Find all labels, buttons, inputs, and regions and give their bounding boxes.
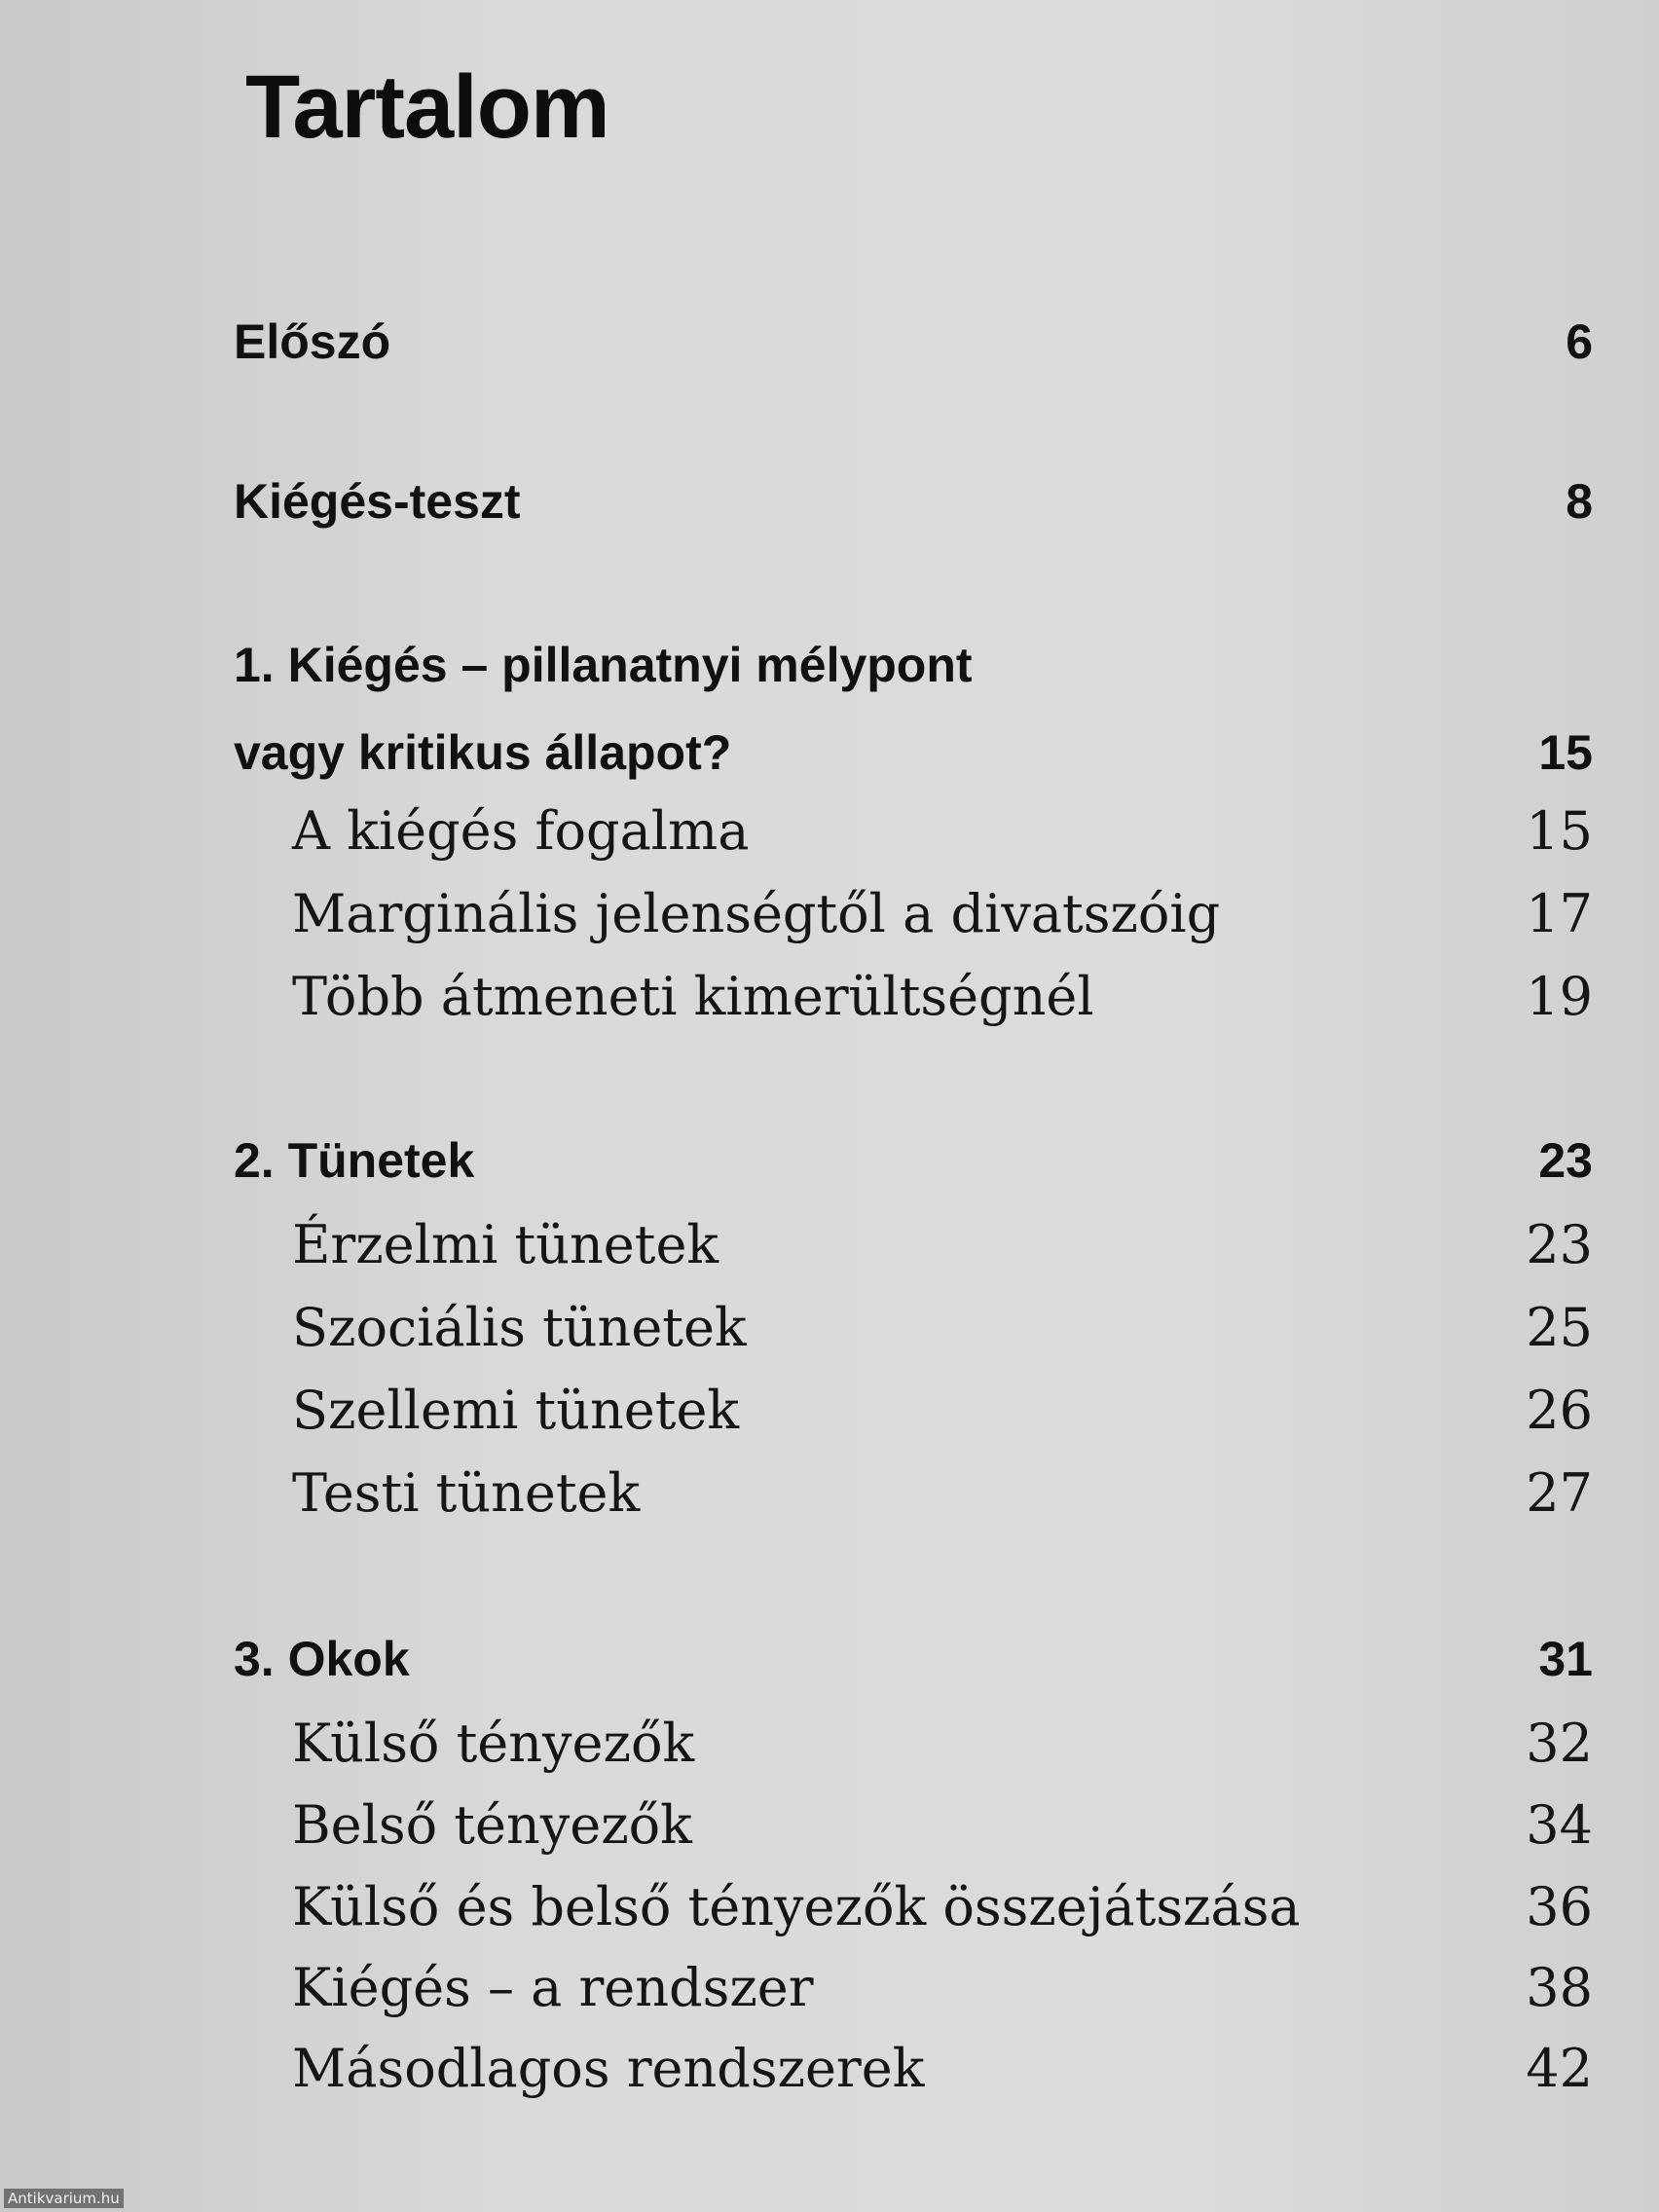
toc-entry-label: Szociális tünetek bbox=[292, 1297, 747, 1358]
toc-entry-page: 38 bbox=[1526, 1957, 1593, 2018]
toc-chapter-1-heading bbox=[0, 637, 1659, 715]
toc-subentry bbox=[0, 966, 1659, 1044]
toc-entry-page: 23 bbox=[1526, 1214, 1593, 1275]
toc-subentry bbox=[0, 1957, 1659, 2035]
toc-entry-label: vagy kritikus állapot? bbox=[234, 725, 732, 780]
toc-chapter-1-heading-line2 bbox=[0, 724, 1659, 802]
toc-entry-page: 19 bbox=[1526, 966, 1593, 1027]
toc-subentry bbox=[0, 2038, 1659, 2116]
toc-entry-label: Előszó bbox=[234, 314, 391, 369]
toc-entry-page: 36 bbox=[1526, 1876, 1593, 1937]
toc-subentry bbox=[0, 1297, 1659, 1375]
toc-entry-page: 27 bbox=[1526, 1462, 1593, 1524]
toc-entry-label: Több átmeneti kimerültségnél bbox=[292, 966, 1094, 1027]
toc-entry-page: 15 bbox=[1538, 725, 1593, 780]
toc-entry-label: A kiégés fogalma bbox=[292, 800, 750, 862]
page-title: Tartalom bbox=[245, 57, 609, 157]
toc-entry-kieges-teszt bbox=[0, 473, 1659, 551]
toc-entry-label: Kiégés – a rendszer bbox=[292, 1957, 814, 2018]
toc-chapter-3-heading bbox=[0, 1631, 1659, 1709]
toc-chapter-2-heading bbox=[0, 1132, 1659, 1210]
toc-entry-page: 17 bbox=[1526, 883, 1593, 944]
toc-entry-label: 1. Kiégés – pillanatnyi mélypont bbox=[234, 638, 973, 692]
toc-subentry bbox=[0, 1462, 1659, 1540]
toc-subentry bbox=[0, 1794, 1659, 1872]
toc-subentry bbox=[0, 1876, 1659, 1954]
toc-entry-label: Kiégés-teszt bbox=[234, 474, 521, 529]
toc-entry-label: Marginális jelenségtől a divatszóig bbox=[292, 883, 1221, 944]
toc-entry-page: 26 bbox=[1526, 1380, 1593, 1441]
toc-subentry bbox=[0, 1713, 1659, 1790]
toc-subentry bbox=[0, 800, 1659, 878]
toc-entry-page: 8 bbox=[1566, 474, 1593, 529]
toc-entry-page: 42 bbox=[1526, 2038, 1593, 2099]
toc-entry-page: 25 bbox=[1526, 1297, 1593, 1358]
toc-subentry bbox=[0, 1214, 1659, 1292]
toc-entry-page: 15 bbox=[1526, 800, 1593, 862]
toc-entry-label: Külső és belső tényezők összejátszása bbox=[292, 1876, 1301, 1937]
toc-entry-label: 2. Tünetek bbox=[234, 1133, 475, 1188]
watermark: Antikvarium.hu bbox=[4, 2189, 124, 2208]
toc-entry-label: Külső tényezők bbox=[292, 1713, 695, 1774]
toc-entry-label: Másodlagos rendszerek bbox=[292, 2038, 925, 2099]
toc-entry-page: 6 bbox=[1566, 314, 1593, 369]
toc-entry-label: Testi tünetek bbox=[292, 1462, 641, 1524]
toc-entry-page: 31 bbox=[1538, 1632, 1593, 1686]
toc-entry-page: 32 bbox=[1526, 1713, 1593, 1774]
toc-entry-label: Érzelmi tünetek bbox=[292, 1214, 719, 1275]
toc-entry-page: 23 bbox=[1538, 1133, 1593, 1188]
toc-subentry bbox=[0, 883, 1659, 961]
toc-entry-label: Szellemi tünetek bbox=[292, 1380, 740, 1441]
toc-entry-label: 3. Okok bbox=[234, 1632, 410, 1686]
toc-entry-label: Belső tényezők bbox=[292, 1794, 692, 1856]
toc-entry-eloszo bbox=[0, 313, 1659, 391]
toc-subentry bbox=[0, 1380, 1659, 1457]
toc-entry-page: 34 bbox=[1526, 1794, 1593, 1856]
